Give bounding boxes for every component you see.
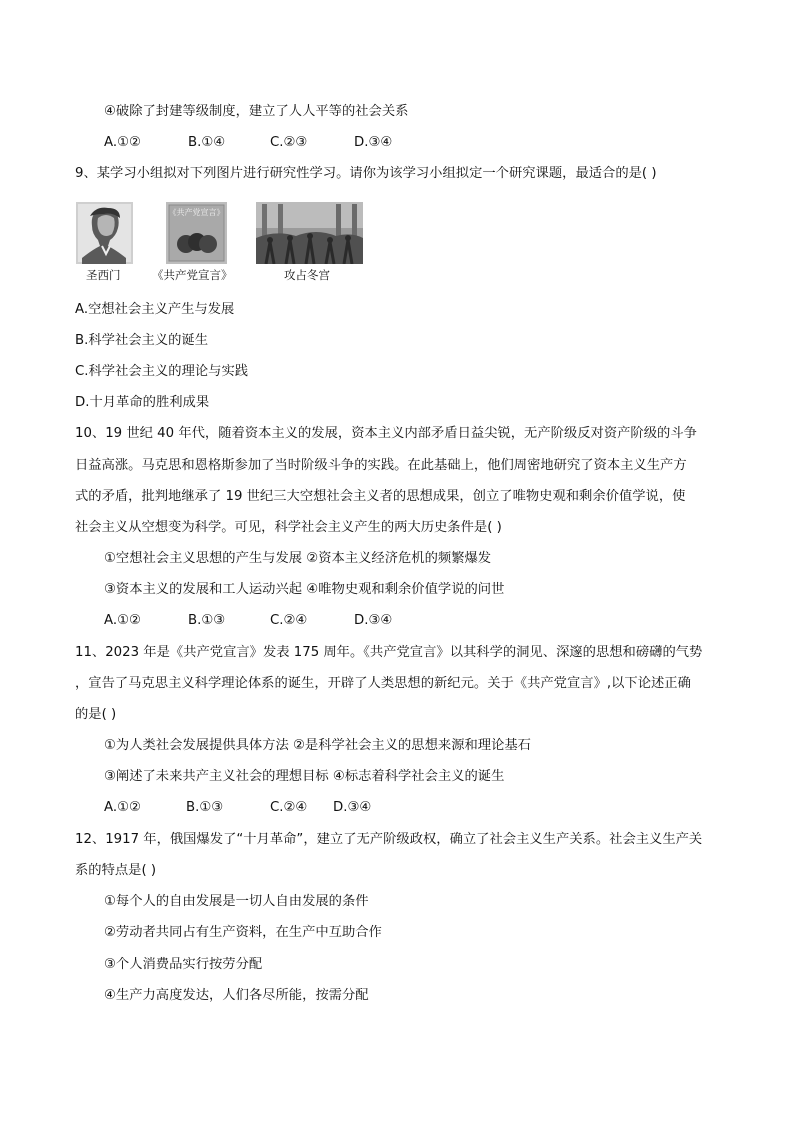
q10-stem-line-2: 日益高涨。马克思和恩格斯参加了当时阶级斗争的实践。在此基础上，他们周密地研究了资本主义生产方	[75, 458, 687, 473]
q10-answer-d: D.③④	[354, 613, 393, 628]
q10-stem-line-1: 10、19 世纪 40 年代，随着资本主义的发展，资本主义内部矛盾日益尖锐，无产阶级反对资产阶级的斗争	[75, 426, 697, 441]
q10-items-line-1: ①空想社会主义思想的产生与发展 ②资本主义经济危机的频繁爆发	[104, 551, 492, 566]
q12-item-2: ②劳动者共同占有生产资料，在生产中互助合作	[104, 925, 382, 940]
q12-stem-line-2: 系的特点是( )	[75, 863, 157, 878]
q11-answer-d: D.③④	[333, 800, 372, 815]
q12-item-4: ④生产力高度发达，人们各尽所能，按需分配	[104, 988, 369, 1003]
caption-communist-manifesto: 《共产党宣言》	[152, 268, 233, 282]
q10-stem-line-4: 社会主义从空想变为科学。可见，科学社会主义产生的两大历史条件是( )	[75, 520, 502, 535]
caption-saint-simon: 圣西门	[86, 268, 121, 282]
q8-answer-c: C.②③	[270, 135, 308, 150]
q9-answer-c: C.科学社会主义的理论与实践	[75, 364, 249, 379]
q8-option-4: ④破除了封建等级制度，建立了人人平等的社会关系	[104, 104, 409, 119]
q11-items-line-2: ③阐述了未来共产主义社会的理想目标 ④标志着科学社会主义的诞生	[104, 769, 505, 784]
q11-stem-line-2: ，宣告了马克思主义科学理论体系的诞生，开辟了人类思想的新纪元。关于《共产党宣言》,以下论述正确	[75, 676, 691, 691]
q8-answer-b: B.①④	[188, 135, 226, 150]
q9-answer-a: A.空想社会主义产生与发展	[75, 302, 235, 317]
q8-answer-a: A.①②	[104, 135, 141, 150]
q10-answer-b: B.①③	[188, 613, 226, 628]
portrait-icon	[76, 202, 133, 264]
q11-answer-c: C.②④	[270, 800, 308, 815]
q12-stem-line-1: 12、1917 年，俄国爆发了“十月革命”，建立了无产阶级政权，确立了社会主义生产关系。社会主义生产关	[75, 832, 703, 847]
q12-item-3: ③个人消费品实行按劳分配	[104, 957, 263, 972]
battle-scene-icon	[256, 202, 363, 264]
q11-stem-line-3: 的是( )	[75, 707, 117, 722]
q11-answer-b: B.①③	[186, 800, 224, 815]
q12-item-1: ①每个人的自由发展是一切人自由发展的条件	[104, 894, 369, 909]
q11-answer-a: A.①②	[104, 800, 141, 815]
caption-storming-winter-palace: 攻占冬宫	[284, 268, 330, 282]
q10-stem-line-3: 式的矛盾，批判地继承了 19 世纪三大空想社会主义者的思想成果，创立了唯物史观和剩余价值学说，使	[75, 489, 686, 504]
q8-answer-d: D.③④	[354, 135, 393, 150]
q9-answer-b: B.科学社会主义的诞生	[75, 333, 209, 348]
q10-items-line-2: ③资本主义的发展和工人运动兴起 ④唯物史观和剩余价值学说的问世	[104, 582, 505, 597]
q9-stem: 9、某学习小组拟对下列图片进行研究性学习。请你为该学习小组拟定一个研究课题，最适合的是( )	[75, 166, 657, 181]
book-cover-text: 《共产党宣言》	[168, 208, 225, 217]
q10-answer-c: C.②④	[270, 613, 308, 628]
q9-answer-d: D.十月革命的胜利成果	[75, 395, 210, 410]
q11-stem-line-1: 11、2023 年是《共产党宣言》发表 175 周年。《共产党宣言》以其科学的洞见、深邃的思想和磅礴的气势	[75, 645, 703, 660]
q10-answer-a: A.①②	[104, 613, 141, 628]
q11-items-line-1: ①为人类社会发展提供具体方法 ②是科学社会主义的思想来源和理论基石	[104, 738, 531, 753]
